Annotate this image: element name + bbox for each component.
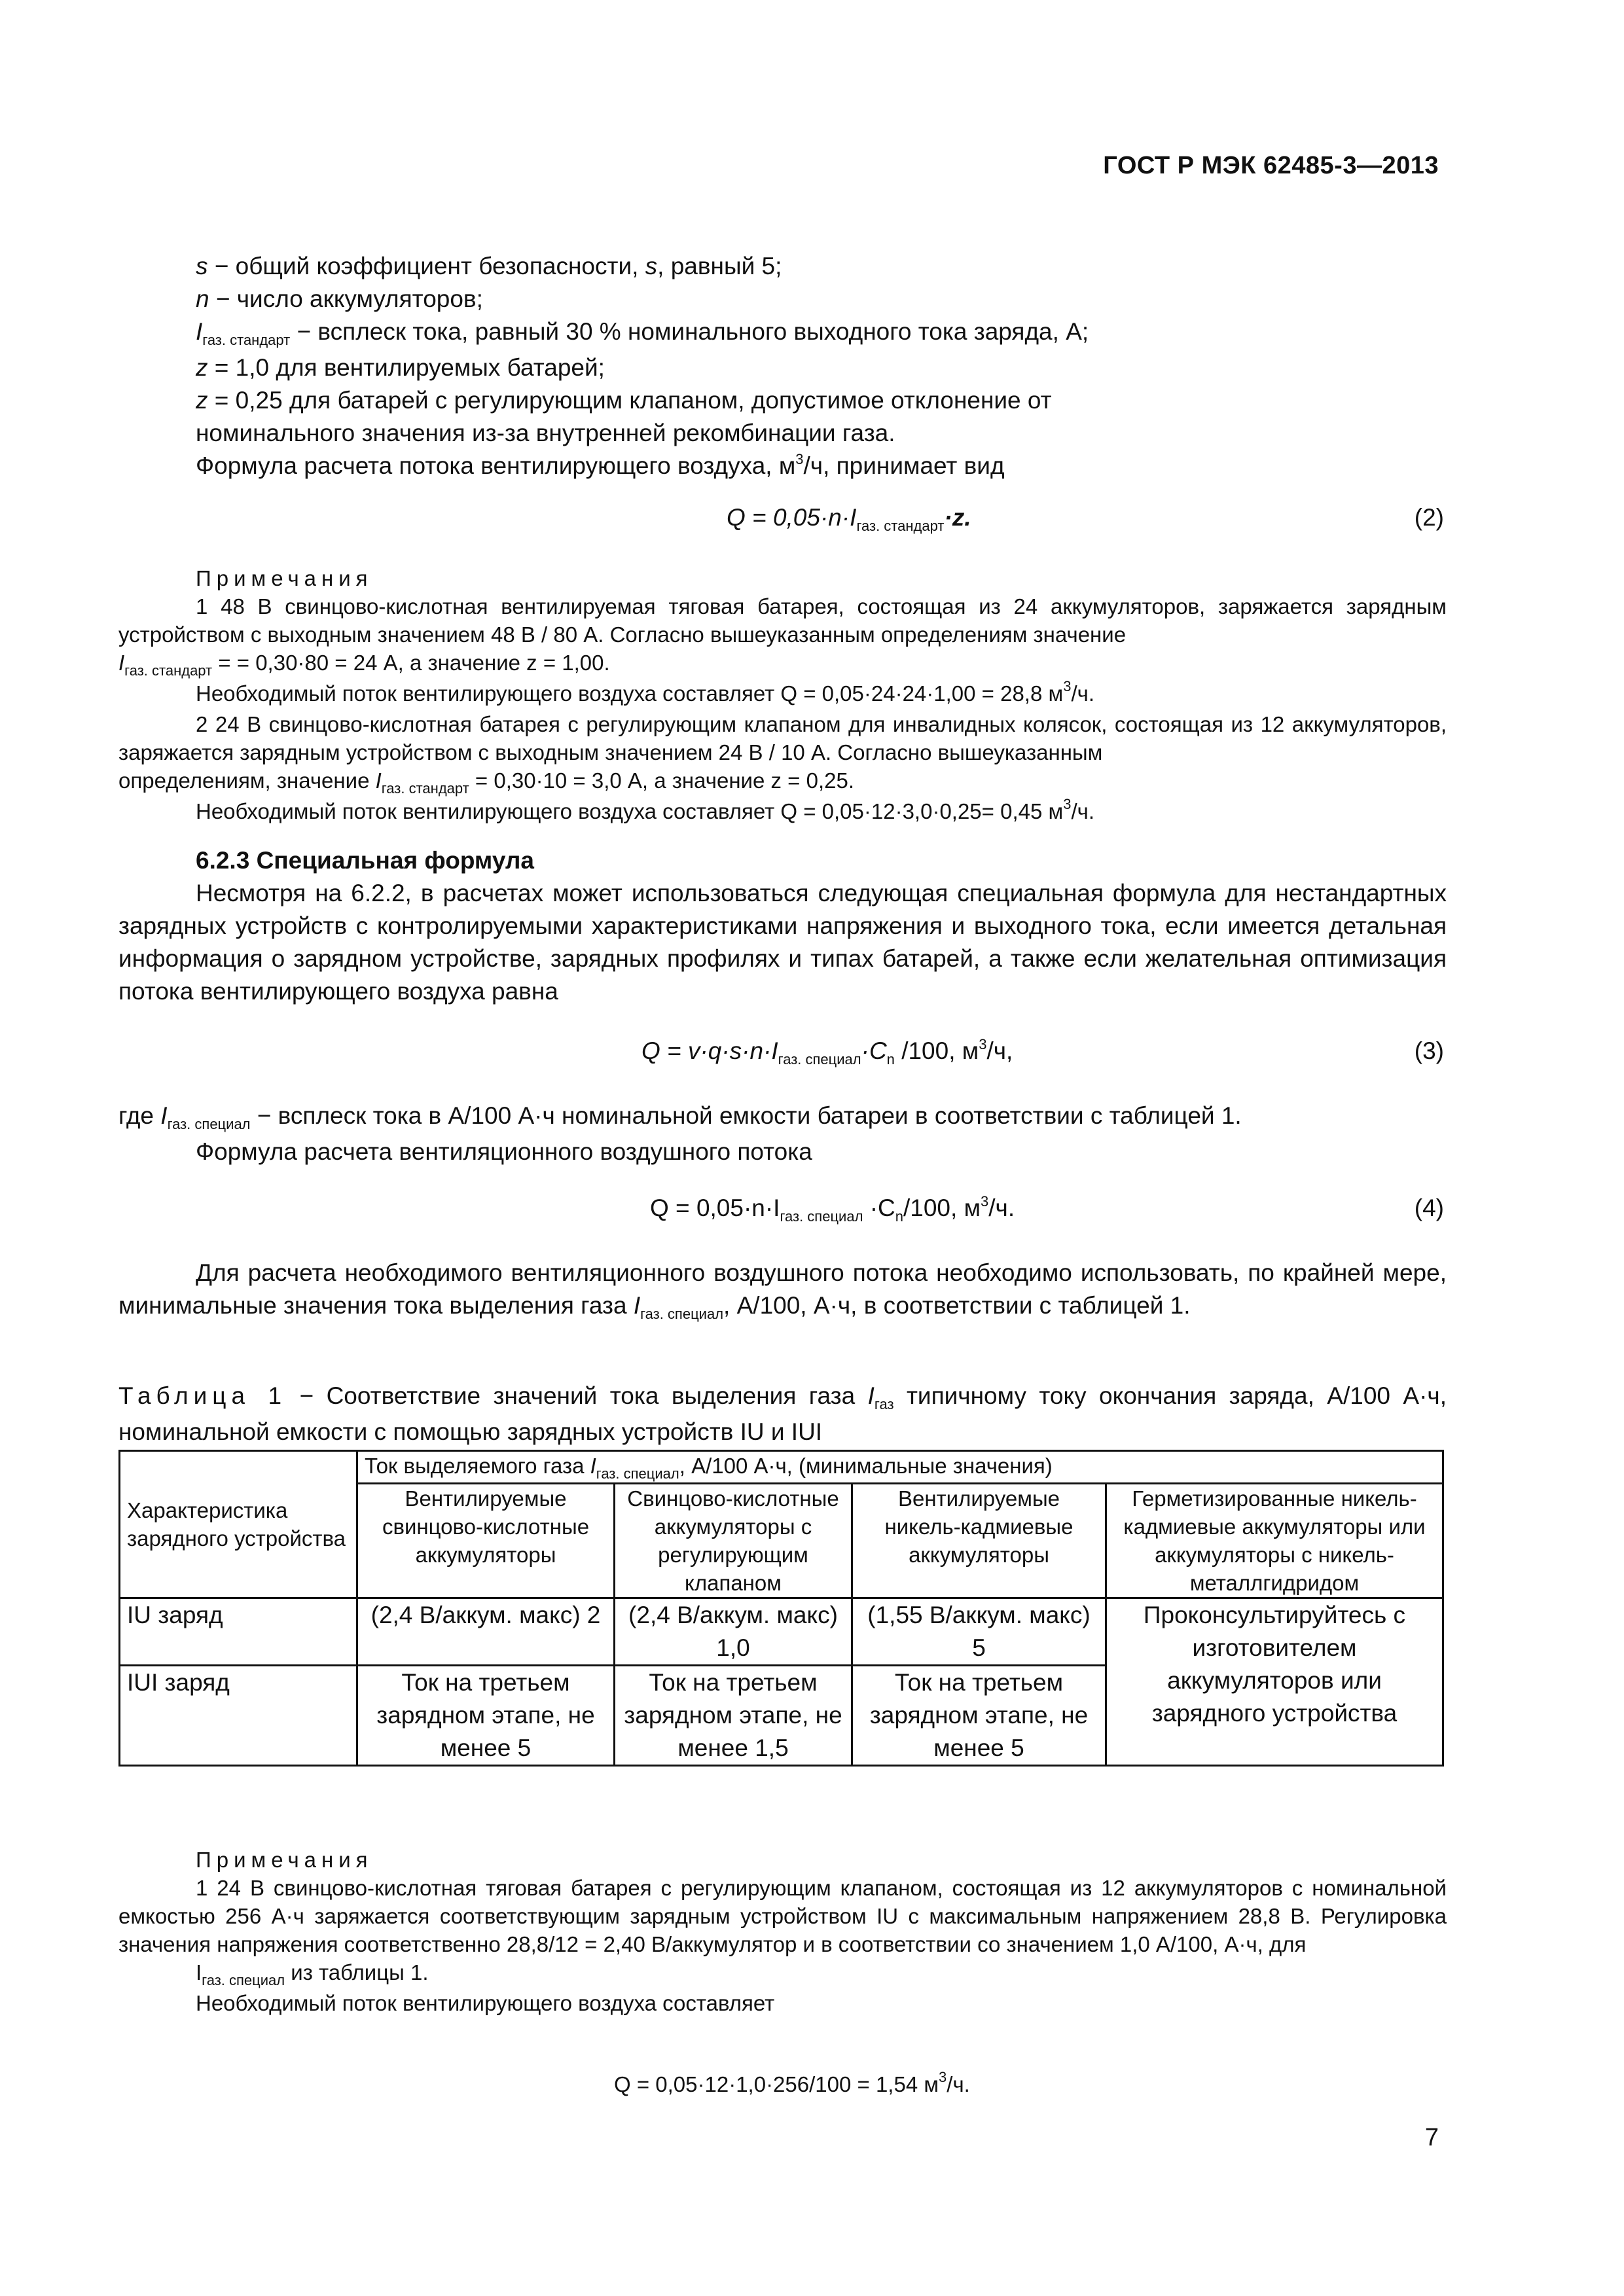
note-2-text: 2 24 В свинцово-кислотная батарея с регулирующим клапаном для инвалидных колясок, состоящая из 12 аккумуляторов, заряжается зарядным устройством с выходным значением 24 В / 10 А. Согласно вышеуказанным: [118, 712, 1447, 764]
notes-title: Примечания: [196, 1848, 373, 1872]
formula-2: $Q = 0,05\cdot n\cdot I_{газ. стандарт}\cdot z$.: [727, 504, 971, 534]
table-group-header: Ток выделяемого газа $I_{газ. специал}$, А/100 А·ч, (минимальные значения): [357, 1451, 1443, 1484]
paragraph-gas-current: Для расчета необходимого вентиляционного воздушного потока необходимо использовать, по крайней мере, минимальные значения тока выделения газа $I_{газ. специал}$, А/100, А·ч, в соответствии с таблицей 1.: [118, 1259, 1447, 1322]
note-1-result-intro: Необходимый поток вентилирующего воздуха составляет: [196, 1991, 775, 2015]
definitions: [118, 250, 1447, 486]
table-cell: Ток на третьем зарядном этапе, не менее 5: [357, 1666, 615, 1766]
def-z2: z = 0,25 для батарей с регулирующим клапаном, допустимое отклонение от: [196, 387, 1052, 414]
where-text: где $I_{газ. специал}$ − всплеск тока в А/100 А·ч номинальной емкости батареи в соответствии с таблицей 1.: [118, 1102, 1242, 1132]
section-heading: 6.2.3 Специальная формула: [196, 847, 534, 874]
table-cell: Ток на третьем зарядном этапе, не менее 1,5: [615, 1666, 852, 1766]
notes-1: [118, 564, 1447, 828]
def-z2-cont: номинального значения из-за внутренней рекомбинации газа.: [196, 420, 895, 446]
where-clause: [118, 1100, 1447, 1168]
note-1-value: $I_{газ. специал}$ из таблицы 1.: [196, 1960, 429, 1988]
def-n: n − число аккумуляторов;: [196, 285, 483, 312]
document-id: ГОСТ Р МЭК 62485-3—2013: [1103, 152, 1439, 179]
equation-number-4: (4): [1414, 1194, 1444, 1221]
formula-4-intro: Формула расчета вентиляционного воздушного потока: [196, 1138, 812, 1165]
equation-number-2: (2): [1414, 504, 1444, 531]
table-corner-header: Характеристика зарядного устройства: [120, 1451, 357, 1598]
formula-3: $Q = v\cdot q\cdot s\cdot n\cdot I_{газ. специал}\cdot C_n$ /100, $м^3/ч$,: [641, 1036, 1013, 1067]
def-i: $I_{газ. стандарт}$ − всплеск тока, равный 30 % номинального выходного тока заряда, А;: [196, 318, 1089, 348]
table-row: [120, 1598, 1443, 1666]
table-col-header: Вентилируемые никель-кадмиевые аккумуляторы: [852, 1484, 1106, 1598]
table-cell: (2,4 В/аккум. макс) 2: [357, 1598, 615, 1666]
section-paragraph: Несмотря на 6.2.2, в расчетах может использоваться следующая специальная формула для нестандартных зарядных устройств с контролируемыми характеристиками напряжения и выходного тока, если имеется детальная информация о зарядном устройстве, зарядных профилях и типах батарей, а также если желательная оптимизация потока вентилирующего воздуха равна: [118, 880, 1447, 1005]
table-caption: Таблица 1 − Соответствие значений тока выделения газа $I_{газ}$ типичному току окончания заряда, А/100 А·ч, номинальной емкости с помощью зарядных устройств IU и IUI: [118, 1382, 1447, 1445]
notes-2: [118, 1846, 1447, 2017]
table-merged-cell: Проконсультируйтесь с изготовителем аккумуляторов или зарядного устройства: [1106, 1598, 1443, 1766]
def-z1: z = 1,0 для вентилируемых батарей;: [196, 354, 605, 381]
note-1-text: 1 48 В свинцово-кислотная вентилируемая тяговая батарея, состоящая из 24 аккумуляторов, заряжается зарядным устройством с выходным значением 48 В / 80 А. Согласно вышеуказанным определениям значение: [118, 594, 1447, 647]
note-1-value: $I_{газ. стандарт}$ = = 0,30·80 = 24 А, а значение z = 1,00.: [118, 651, 610, 679]
notes-title: Примечания: [196, 566, 373, 590]
table-row-label: IU заряд: [120, 1598, 357, 1666]
note-2-result: Необходимый поток вентилирующего воздуха составляет Q = 0,05·12·3,0·0,25= 0,45 $м^3/ч$.: [196, 796, 1094, 823]
table-col-header: Герметизированные никель-кадмиевые аккумуляторы или аккумуляторы с никель-металлгидридом: [1106, 1484, 1443, 1598]
table-col-header: Вентилируемые свинцово-кислотные аккумуляторы: [357, 1484, 615, 1598]
section-6-2-3: [118, 844, 1447, 1008]
table-cell: (1,55 В/аккум. макс) 5: [852, 1598, 1106, 1666]
note-2-value: определениям, значение $I_{газ. стандарт} = 0,30\cdot 10 = 3,0$ А, а значение z = 0,25.: [118, 768, 854, 797]
formula-4: $Q = 0,05\cdot n\cdot I_{газ. специал} \cdot C_n/100$, $м^3/ч$.: [650, 1193, 1015, 1225]
table-row-label: IUI заряд: [120, 1666, 357, 1766]
formula-intro: Формула расчета потока вентилирующего воздуха, $м^3/ч$, принимает вид: [196, 451, 1005, 479]
note-1-text: 1 24 В свинцово-кислотная тяговая батарея с регулирующим клапаном, состоящая из 12 аккумуляторов с номинальной емкостью 256 А·ч заряжается соответствующим зарядным устройством IU с максимальным напряжением 28,8 В. Регулировка значения напряжения соответственно 28,8/12 = 2,40 В/аккумулятор и в соответствии со значением 1,0 А/100, А·ч, для: [118, 1876, 1447, 1956]
equation-number-3: (3): [1414, 1037, 1444, 1064]
page-number: 7: [1424, 2124, 1439, 2151]
note-1-result: Необходимый поток вентилирующего воздуха составляет Q = 0,05·24·24·1,00 = 28,8 $м^3/ч$.: [196, 678, 1094, 706]
note-formula: Q = 0,05·12·1,0·256/100 = 1,54 $м^3/ч$.: [614, 2069, 970, 2096]
def-s: s − общий коэффициент безопасности, s, равный 5;: [196, 253, 782, 279]
table-col-header: Свинцово-кислотные аккумуляторы с регулирующим клапаном: [615, 1484, 852, 1598]
table-cell: Ток на третьем зарядном этапе, не менее 5: [852, 1666, 1106, 1766]
table-1: [118, 1450, 1444, 1767]
table-cell: (2,4 В/аккум. макс) 1,0: [615, 1598, 852, 1666]
